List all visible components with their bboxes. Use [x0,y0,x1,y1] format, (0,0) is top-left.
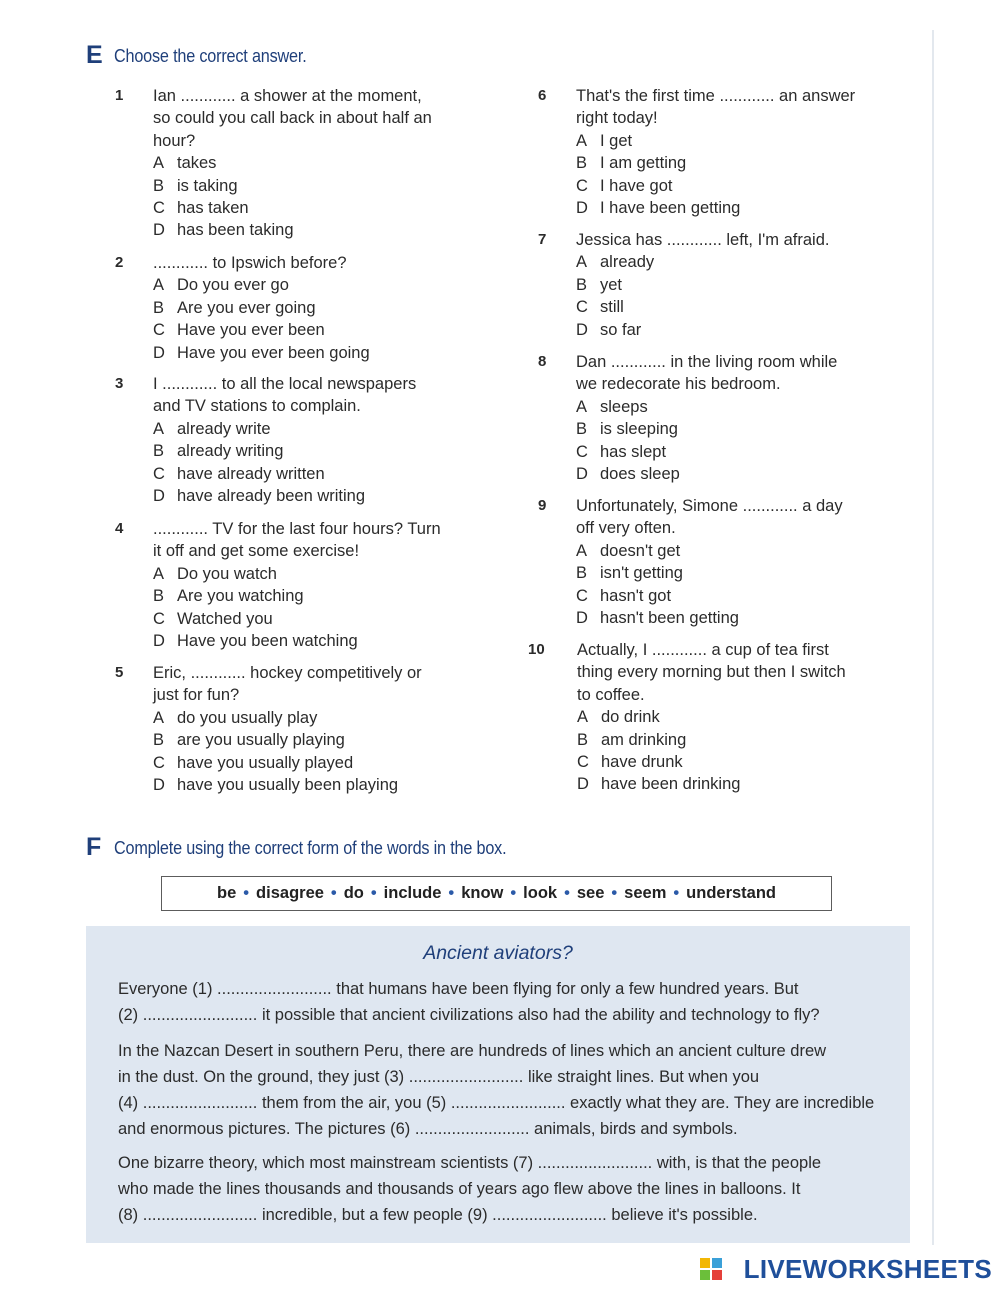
option-text: hasn't got [600,586,672,605]
liveworksheets-brand: LIVEWORKSHEETS [743,1254,992,1284]
question-number: 3 [115,375,124,392]
section-e-letter: E [86,41,103,69]
option-text: have drunk [601,753,683,772]
option-text: is taking [177,176,238,195]
question-text-line: ............ to Ipswich before? [153,254,347,272]
answer-option-b[interactable] [576,562,843,584]
answer-option-a[interactable] [153,274,370,296]
option-text: have already been writing [177,487,366,506]
question-text-line: Unfortunately, Simone ............ a day [576,497,843,515]
answer-option-d[interactable] [576,197,855,219]
word-box-item: look [523,884,558,902]
question-number: 2 [115,254,124,271]
question-text-line: That's the first time ............ an answer [576,87,856,105]
answer-option-a[interactable] [576,540,843,562]
answer-option-d[interactable] [576,319,830,341]
bullet-separator: • [510,884,517,902]
option-text: so far [600,320,642,339]
question-text-line: Jessica has ............ left, I'm afraid. [576,231,830,249]
liveworksheets-logo-icon [700,1258,722,1280]
option-letter: C [576,586,588,605]
word-box [161,876,832,911]
answer-option-b[interactable] [153,297,370,319]
passage-paragraph-2 [118,1038,898,1142]
word-box-item: include [383,884,442,902]
option-letter: D [577,775,589,794]
option-letter: C [153,753,165,772]
option-letter: A [153,276,165,295]
answer-option-c[interactable] [153,319,370,341]
word-box-item: disagree [256,884,324,902]
passage-line: and enormous pictures. The pictures (6) ......................... animals, birds and symbols. [118,1120,738,1138]
option-letter: C [576,176,588,195]
option-letter: D [576,320,588,339]
question-text-line: hour? [153,131,196,150]
answer-option-d[interactable] [577,773,846,795]
option-text: Do you ever go [177,276,289,295]
answer-option-d[interactable] [153,774,422,796]
option-letter: D [153,776,165,795]
question-text-line: just for fun? [153,686,240,705]
option-letter: D [153,343,165,362]
option-letter: B [153,731,165,750]
option-letter: D [576,465,588,484]
option-text: have you usually been playing [177,776,399,795]
answer-option-c[interactable] [153,752,422,774]
question-text-line: it off and get some exercise! [153,542,360,561]
answer-option-d[interactable] [153,342,370,364]
question-text-line: Actually, I ............ a cup of tea first [577,641,829,659]
option-letter: C [153,199,165,218]
option-text: has slept [600,442,667,461]
answer-option-d[interactable] [153,485,416,507]
option-text: hasn't been getting [600,609,739,628]
option-text: are you usually playing [177,731,345,750]
passage-line: (2) ......................... it possible that ancient civilizations also had the ability and technology to fly? [118,1006,820,1024]
word-box-item: seem [624,884,667,902]
option-text: Are you watching [177,587,304,606]
word-box-item: do [343,884,364,902]
option-letter: C [153,464,165,483]
question-text-line: so could you call back in about half an [153,109,432,128]
passage-line: (4) ......................... them from the air, you (5) ......................... exactly what they are. They are incredible [118,1094,875,1112]
option-letter: B [576,564,588,583]
answer-option-d[interactable] [576,463,837,485]
bullet-separator: • [370,884,377,902]
option-letter: B [153,176,165,195]
option-letter: A [576,397,588,416]
option-text: takes [177,154,217,173]
answer-option-c[interactable] [576,296,830,318]
question-text-line: Ian ............ a shower at the moment, [153,87,422,105]
answer-option-a[interactable] [153,418,416,440]
passage-line: One bizarre theory, which most mainstream scientists (7) ......................... with, is that the people [118,1154,822,1172]
question-number: 8 [538,353,547,370]
answer-option-c[interactable] [576,585,843,607]
logo-square [700,1258,710,1268]
option-text: Have you ever been going [177,343,370,362]
answer-option-a[interactable] [576,251,830,273]
question-number: 6 [538,87,547,104]
option-letter: C [576,298,588,317]
option-text: have been drinking [601,775,741,794]
option-letter: D [576,609,588,628]
option-text: Watched you [177,609,273,628]
answer-option-d[interactable] [576,607,843,629]
option-text: has taken [177,199,249,218]
logo-square [700,1270,710,1280]
question-text-line: thing every morning but then I switch [577,663,846,682]
option-text: Have you been watching [177,632,358,651]
option-text: already writing [177,442,284,461]
option-letter: A [153,419,165,438]
option-text: does sleep [600,465,680,484]
answer-option-b[interactable] [153,585,441,607]
option-text: isn't getting [600,564,683,583]
option-letter: B [576,420,588,439]
bullet-separator: • [330,884,337,902]
answer-option-b[interactable] [153,440,416,462]
answer-option-d[interactable] [153,630,441,652]
bullet-separator: • [448,884,455,902]
option-letter: A [576,131,588,150]
option-letter: A [153,564,165,583]
option-letter: B [153,298,165,317]
option-text: already [600,253,655,272]
bullet-separator: • [611,884,618,902]
logo-square [712,1270,722,1280]
reading-passage [86,926,910,1243]
question-text-line: ............ TV for the last four hours? Turn [153,520,441,538]
option-letter: B [576,275,588,294]
option-text: have already written [177,464,325,483]
passage-line: (8) ......................... incredible, but a few people (9) ......................... believe it's possible. [118,1206,758,1224]
answer-option-a[interactable] [153,563,441,585]
option-letter: A [153,708,165,727]
answer-option-c[interactable] [576,175,855,197]
option-text: still [600,298,624,317]
option-letter: C [576,442,588,461]
answer-option-a[interactable] [153,707,422,729]
answer-option-b[interactable] [577,729,846,751]
answer-option-a[interactable] [576,396,837,418]
bullet-separator: • [564,884,570,902]
question-number: 4 [115,520,124,537]
answer-option-b[interactable] [576,274,830,296]
question-number: 1 [115,87,124,104]
option-letter: A [576,541,588,560]
option-letter: D [153,221,165,240]
question-text-line: Eric, ............ hockey competitively or [153,664,422,682]
option-letter: A [153,154,165,173]
word-box-item: know [461,884,504,902]
option-letter: B [153,587,165,606]
question-text-line: off very often. [576,519,676,538]
option-text: has been taking [177,221,294,240]
option-letter: A [576,253,588,272]
question-number: 10 [528,641,545,658]
option-text: do you usually play [177,708,318,727]
question-number: 9 [538,497,547,514]
passage-title: Ancient aviators? [423,942,573,964]
answer-option-c[interactable] [153,463,416,485]
option-text: Do you watch [177,564,277,583]
answer-option-c[interactable] [577,751,846,773]
section-e-title: Choose the correct answer. [114,46,307,66]
question-number: 5 [115,664,124,681]
question-text-line: right today! [576,109,658,128]
option-letter: C [153,321,165,340]
option-text: Are you ever going [177,298,316,317]
option-text: already write [177,419,271,438]
option-text: Have you ever been [177,321,325,340]
logo-square [712,1258,722,1268]
question-text-line: and TV stations to complain. [153,397,361,416]
passage-line: in the dust. On the ground, they just (3) ......................... like straight lines. But when you [118,1068,760,1086]
option-letter: A [577,708,589,727]
answer-option-c[interactable] [153,197,432,219]
answer-option-b[interactable] [153,175,432,197]
word-box-item: understand [686,884,776,902]
answer-option-b[interactable] [576,418,837,440]
passage-paragraph-3 [118,1150,898,1228]
option-text: sleeps [600,397,648,416]
question-text-line: Dan ............ in the living room while [576,353,838,371]
option-letter: C [577,753,589,772]
option-text: am drinking [601,730,687,749]
page-edge-rule [932,30,934,1245]
option-text: I have got [600,176,673,195]
passage-line: In the Nazcan Desert in southern Peru, there are hundreds of lines which an ancient culture drew [118,1042,827,1060]
option-letter: B [153,442,165,461]
option-letter: D [153,632,165,651]
option-letter: C [153,609,165,628]
section-f-letter: F [86,833,102,861]
option-text: I get [600,131,633,150]
option-text: is sleeping [600,420,678,439]
option-letter: D [576,199,588,218]
answer-option-a[interactable] [577,706,846,728]
passage-line: who made the lines thousands and thousands of years ago flew above the lines in balloons. It [118,1180,801,1198]
passage-line: Everyone (1) ......................... that humans have been flying for only a few hundred years. But [118,980,799,998]
bullet-separator: • [243,884,250,902]
option-letter: B [577,730,589,749]
answer-option-c[interactable] [153,608,441,630]
question-number: 7 [538,231,547,248]
option-letter: B [576,154,588,173]
question-text-line: I ............ to all the local newspapers [153,375,417,393]
option-text: I have been getting [600,199,741,218]
word-box-item: be [217,884,237,902]
bullet-separator: • [673,884,680,902]
option-text: doesn't get [600,541,681,560]
answer-option-a[interactable] [153,152,432,174]
question-text-line: to coffee. [577,685,645,704]
option-text: yet [600,275,623,294]
answer-option-b[interactable] [153,729,422,751]
option-letter: D [153,487,165,506]
option-text: have you usually played [177,753,354,772]
passage-paragraph-1 [118,976,898,1028]
answer-option-c[interactable] [576,441,837,463]
word-box-item: see [576,884,605,902]
answer-option-d[interactable] [153,219,432,241]
option-text: do drink [601,708,660,727]
section-f-title: Complete using the correct form of the words in the box. [114,838,507,858]
option-text: I am getting [600,154,687,173]
answer-option-a[interactable] [576,130,855,152]
question-text-line: we redecorate his bedroom. [576,375,781,394]
answer-option-b[interactable] [576,152,855,174]
